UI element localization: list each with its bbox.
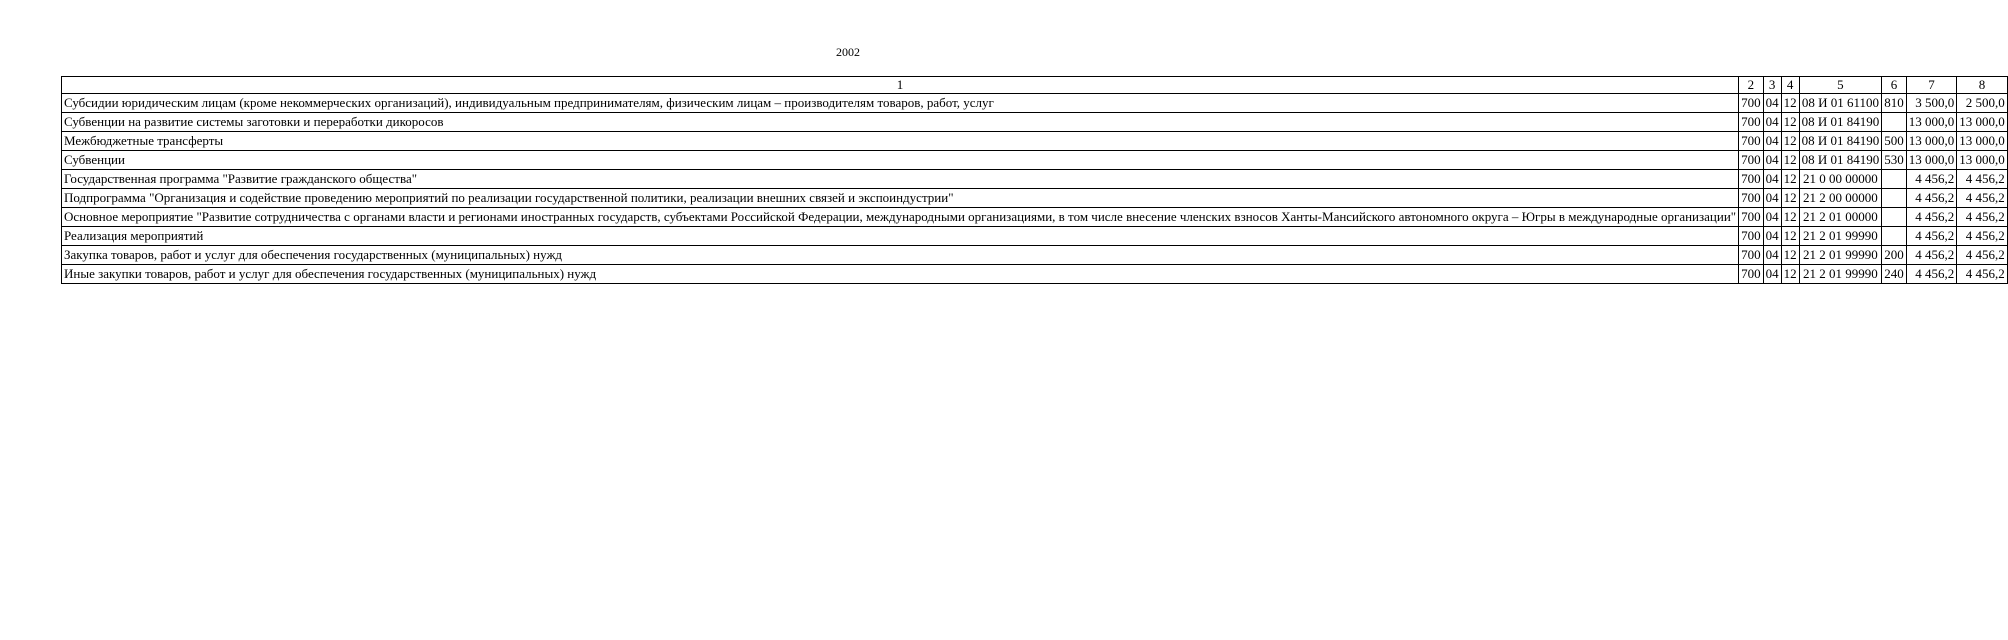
row-name-cell: Субвенции на развитие системы заготовки и переработки дикоросов — [62, 113, 1739, 132]
row-target-article-cell: 21 2 01 00000 — [1799, 208, 1882, 227]
row-subsection-cell: 12 — [1781, 208, 1799, 227]
row-grbs-cell: 700 — [1739, 132, 1764, 151]
row-subsection-cell: 12 — [1781, 94, 1799, 113]
row-amount-2-cell: 4 456,2 — [1957, 189, 2008, 208]
row-amount-1-cell: 4 456,2 — [1906, 208, 1957, 227]
row-section-cell: 04 — [1763, 94, 1781, 113]
row-section-cell: 04 — [1763, 189, 1781, 208]
row-target-article-cell: 08 И 01 61100 — [1799, 94, 1882, 113]
row-expense-type-cell — [1882, 113, 1907, 132]
row-grbs-cell: 700 — [1739, 265, 1764, 284]
table-row — [62, 208, 2008, 227]
row-section-cell: 04 — [1763, 265, 1781, 284]
row-name-cell: Субсидии юридическим лицам (кроме некоммерческих организаций), индивидуальным предпринимателям, физическим лицам – производителям товаров, работ, услуг — [62, 94, 1739, 113]
table-header-row — [62, 77, 2008, 94]
table-row — [62, 151, 2008, 170]
row-name-cell: Субвенции — [62, 151, 1739, 170]
row-amount-1-cell: 4 456,2 — [1906, 265, 1957, 284]
row-name-cell: Межбюджетные трансферты — [62, 132, 1739, 151]
row-name-cell: Реализация мероприятий — [62, 227, 1739, 246]
row-section-cell: 04 — [1763, 227, 1781, 246]
row-expense-type-cell: 500 — [1882, 132, 1907, 151]
header-cell: 5 — [1799, 77, 1882, 94]
table-row — [62, 170, 2008, 189]
row-subsection-cell: 12 — [1781, 170, 1799, 189]
row-target-article-cell: 08 И 01 84190 — [1799, 132, 1882, 151]
row-subsection-cell: 12 — [1781, 227, 1799, 246]
row-amount-2-cell: 13 000,0 — [1957, 151, 2008, 170]
row-section-cell: 04 — [1763, 113, 1781, 132]
row-section-cell: 04 — [1763, 132, 1781, 151]
header-cell: 2 — [1739, 77, 1764, 94]
row-expense-type-cell: 200 — [1882, 246, 1907, 265]
row-amount-2-cell: 4 456,2 — [1957, 265, 2008, 284]
row-subsection-cell: 12 — [1781, 113, 1799, 132]
row-amount-2-cell: 4 456,2 — [1957, 170, 2008, 189]
row-name-cell: Основное мероприятие "Развитие сотрудничества с органами власти и регионами иностранных государств, субъектами Российской Федерации, международными организациями, в том числе внесение членских взносов Ханты-Мансийского автономного округа – Югры в международные организации" — [62, 208, 1739, 227]
row-grbs-cell: 700 — [1739, 246, 1764, 265]
row-subsection-cell: 12 — [1781, 189, 1799, 208]
row-subsection-cell: 12 — [1781, 151, 1799, 170]
row-amount-1-cell: 4 456,2 — [1906, 246, 1957, 265]
row-target-article-cell: 21 2 01 99990 — [1799, 246, 1882, 265]
row-amount-2-cell: 13 000,0 — [1957, 113, 2008, 132]
row-amount-1-cell: 3 500,0 — [1906, 94, 1957, 113]
row-subsection-cell: 12 — [1781, 265, 1799, 284]
row-grbs-cell: 700 — [1739, 208, 1764, 227]
row-amount-1-cell: 13 000,0 — [1906, 151, 1957, 170]
row-amount-2-cell: 4 456,2 — [1957, 208, 2008, 227]
table-row — [62, 189, 2008, 208]
table-row — [62, 132, 2008, 151]
budget-table — [61, 76, 2008, 284]
header-cell: 4 — [1781, 77, 1799, 94]
row-name-cell: Иные закупки товаров, работ и услуг для обеспечения государственных (муниципальных) нужд — [62, 265, 1739, 284]
row-amount-1-cell: 4 456,2 — [1906, 170, 1957, 189]
row-name-cell: Подпрограмма "Организация и содействие проведению мероприятий по реализации государственной политики, реализации внешних связей и экспоиндустрии" — [62, 189, 1739, 208]
row-amount-1-cell: 13 000,0 — [1906, 132, 1957, 151]
row-grbs-cell: 700 — [1739, 227, 1764, 246]
row-amount-1-cell: 4 456,2 — [1906, 227, 1957, 246]
row-grbs-cell: 700 — [1739, 189, 1764, 208]
row-amount-2-cell: 13 000,0 — [1957, 132, 2008, 151]
row-target-article-cell: 08 И 01 84190 — [1799, 113, 1882, 132]
row-section-cell: 04 — [1763, 151, 1781, 170]
table-row — [62, 246, 2008, 265]
row-target-article-cell: 21 2 01 99990 — [1799, 265, 1882, 284]
row-target-article-cell: 21 2 01 99990 — [1799, 227, 1882, 246]
row-target-article-cell: 21 0 00 00000 — [1799, 170, 1882, 189]
row-subsection-cell: 12 — [1781, 246, 1799, 265]
row-grbs-cell: 700 — [1739, 151, 1764, 170]
header-cell: 3 — [1763, 77, 1781, 94]
row-expense-type-cell — [1882, 208, 1907, 227]
row-expense-type-cell: 240 — [1882, 265, 1907, 284]
page-number: 2002 — [836, 45, 860, 59]
row-amount-2-cell: 4 456,2 — [1957, 246, 2008, 265]
row-expense-type-cell — [1882, 227, 1907, 246]
row-name-cell: Государственная программа "Развитие гражданского общества" — [62, 170, 1739, 189]
row-amount-2-cell: 4 456,2 — [1957, 227, 2008, 246]
row-amount-2-cell: 2 500,0 — [1957, 94, 2008, 113]
row-expense-type-cell: 530 — [1882, 151, 1907, 170]
row-target-article-cell: 08 И 01 84190 — [1799, 151, 1882, 170]
header-cell: 6 — [1882, 77, 1907, 94]
row-grbs-cell: 700 — [1739, 113, 1764, 132]
row-section-cell: 04 — [1763, 170, 1781, 189]
table-row — [62, 94, 2008, 113]
row-amount-1-cell: 13 000,0 — [1906, 113, 1957, 132]
row-grbs-cell: 700 — [1739, 170, 1764, 189]
header-cell: 8 — [1957, 77, 2008, 94]
row-subsection-cell: 12 — [1781, 132, 1799, 151]
row-amount-1-cell: 4 456,2 — [1906, 189, 1957, 208]
table-row — [62, 265, 2008, 284]
row-section-cell: 04 — [1763, 246, 1781, 265]
table-row — [62, 113, 2008, 132]
row-expense-type-cell — [1882, 189, 1907, 208]
header-cell: 1 — [62, 77, 1739, 94]
row-target-article-cell: 21 2 00 00000 — [1799, 189, 1882, 208]
row-grbs-cell: 700 — [1739, 94, 1764, 113]
row-expense-type-cell: 810 — [1882, 94, 1907, 113]
row-expense-type-cell — [1882, 170, 1907, 189]
header-cell: 7 — [1906, 77, 1957, 94]
table-row — [62, 227, 2008, 246]
row-section-cell: 04 — [1763, 208, 1781, 227]
row-name-cell: Закупка товаров, работ и услуг для обеспечения государственных (муниципальных) нужд — [62, 246, 1739, 265]
